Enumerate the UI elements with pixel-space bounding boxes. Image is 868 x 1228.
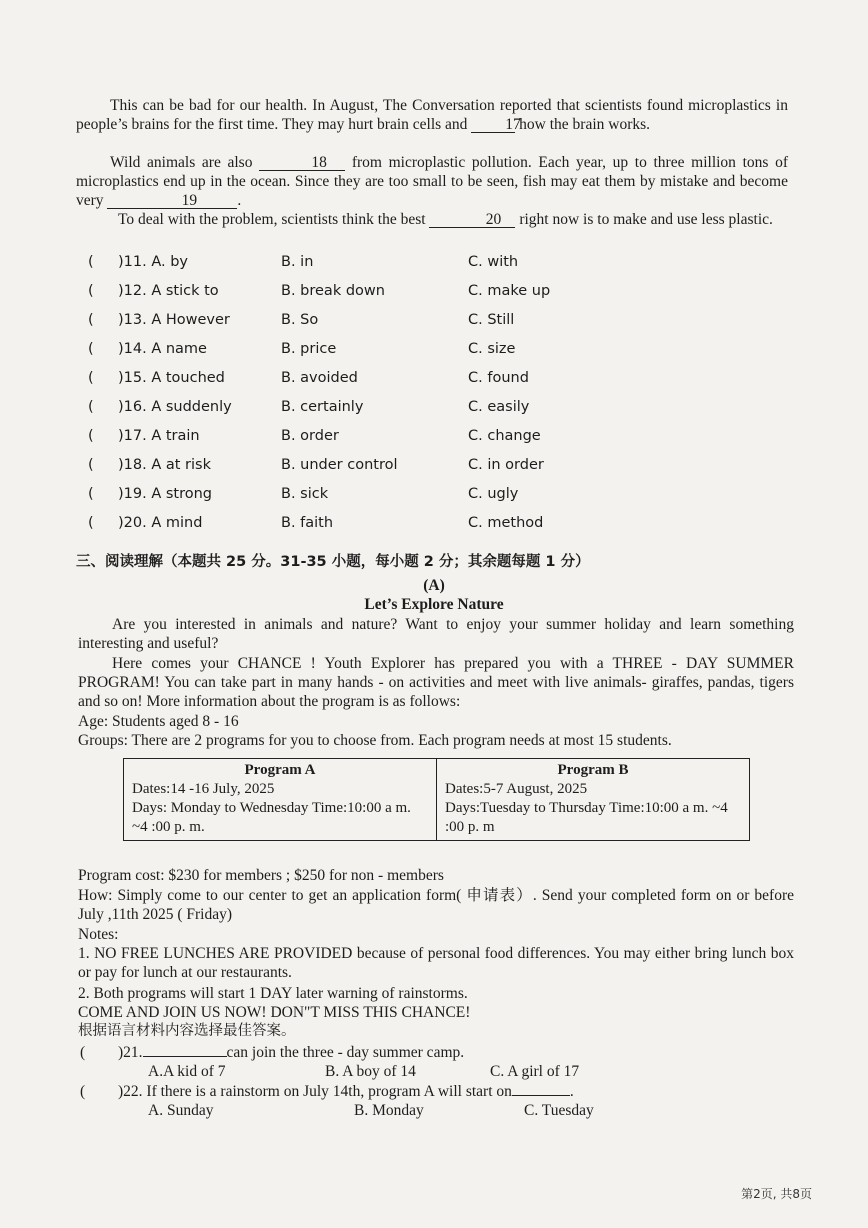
q22-paren[interactable]: ( [80,1083,86,1100]
option-c: C. ugly [468,486,519,502]
option-a: )20. A mind [118,515,203,531]
blank-18: 18 [259,155,345,171]
blank-17: 17 [471,117,515,133]
q21-text: can join the three - day summer camp. [226,1044,465,1061]
cloze-text: how the brain works. [519,116,651,133]
answer-paren[interactable]: ( [88,283,94,299]
option-c: C. change [468,428,541,444]
option-c: C. make up [468,283,551,299]
option-b: B. under control [281,457,398,473]
section-heading: 三、阅读理解（本题共 25 分。31-35 小题，每小题 2 分；其余题每题 1 分） [76,554,590,570]
cloze-paragraph-1 [76,96,788,134]
program-a-title: Program A [244,762,316,778]
q22-text: )22. If there is a rainstorm on July 14th, program A will start on [118,1083,512,1100]
page-footer: 第2页, 共8页 [741,1187,812,1201]
q21-blank[interactable] [143,1056,227,1057]
cloze-text: This can be bad for our health. In August, The Conversation reported that scientists found microplastics in people’s brains for the first time. They may hurt brain cells and [76,97,788,133]
option-row [88,367,788,389]
option-c: C. size [468,341,516,357]
option-row [88,338,788,360]
note-1: 1. NO FREE LUNCHES ARE PROVIDED because of personal food differences. You may either bring lunch box or pay for lunch at our restaurants. [78,945,794,981]
option-b: B. So [281,312,319,328]
cost-line: Program cost: $230 for members ; $250 for non - members [78,867,444,884]
program-a-cell [124,759,437,841]
q21-option-b: B. A boy of 14 [325,1063,416,1080]
q22-period: . [569,1083,574,1100]
program-table [123,758,750,841]
option-a: )13. A However [118,312,230,328]
option-c: C. found [468,370,529,386]
option-row [88,454,788,476]
q21-number: )21. [118,1044,143,1061]
option-a: )15. A touched [118,370,225,386]
option-b: B. order [281,428,339,444]
cloze-paragraph-3 [76,210,788,229]
program-a-dates: Dates:14 -16 July, 2025 [132,781,275,797]
answer-paren[interactable]: ( [88,515,94,531]
program-b-cell [437,759,750,841]
option-b: B. in [281,254,314,270]
option-a: )17. A train [118,428,200,444]
q21-paren[interactable]: ( [80,1044,86,1061]
q22-stem [118,1082,574,1101]
q21-option-c: C. A girl of 17 [490,1063,580,1080]
option-b: B. avoided [281,370,358,386]
q22-blank[interactable] [512,1095,570,1096]
option-b: B. sick [281,486,329,502]
groups-line: Groups: There are 2 programs for you to choose from. Each program needs at most 15 students. [78,732,672,749]
program-b-title: Program B [557,762,629,778]
q21-stem [118,1043,464,1062]
cloze-paragraph-2 [76,153,788,210]
q22-option-a: A. Sunday [148,1102,214,1119]
answer-paren[interactable]: ( [88,341,94,357]
answer-paren[interactable]: ( [88,399,94,415]
cloze-text: Wild animals are also [110,154,253,171]
answer-paren[interactable]: ( [88,428,94,444]
option-c: C. easily [468,399,530,415]
option-row [88,425,788,447]
note-2: 2. Both programs will start 1 DAY later warning of rainstorms. [78,985,468,1002]
blank-19: 19 [107,193,237,209]
blank-20: 20 [429,212,515,228]
q22-option-b: B. Monday [354,1102,424,1119]
cloze-text: To deal with the problem, scientists think the best [118,211,426,228]
option-row [88,309,788,331]
option-c: C. in order [468,457,544,473]
option-b: B. faith [281,515,334,531]
answer-paren[interactable]: ( [88,370,94,386]
q21-option-a: A.A kid of 7 [148,1063,226,1080]
cloze-text: . [237,192,242,209]
program-a-days: Days: Monday to Wednesday Time:10:00 a m. ~4 :00 p. m. [132,800,411,835]
option-row [88,280,788,302]
program-b-days: Days:Tuesday to Thursday Time:10:00 a m. ~4 :00 p. m [445,800,728,835]
option-a: )18. A at risk [118,457,211,473]
option-c: C. Still [468,312,515,328]
option-row [88,483,788,505]
part-label: (A) [423,577,445,594]
option-b: B. price [281,341,337,357]
option-c: C. with [468,254,519,270]
instruction-line: 根据语言材料内容选择最佳答案。 [78,1023,296,1039]
option-a: )16. A suddenly [118,399,232,415]
notes-label: Notes: [78,926,119,943]
option-a: )19. A strong [118,486,213,502]
option-a: )14. A name [118,341,207,357]
reading-paragraph-2: Here comes your CHANCE ! Youth Explorer has prepared you with a THREE - DAY SUMMER PROGRAM! You can take part in many hands - on activities and meet with live animals- giraffes, pandas, tigers and so on! More information about the program is as follows: [78,655,794,710]
how-paragraph: How: Simply come to our center to get an application form( 申请表）. Send your completed form on or before July ,11th 2025 ( Friday) [78,887,794,923]
answer-paren[interactable]: ( [88,254,94,270]
passage-title: Let’s Explore Nature [364,596,504,613]
option-row [88,396,788,418]
option-c: C. method [468,515,544,531]
answer-paren[interactable]: ( [88,312,94,328]
answer-paren[interactable]: ( [88,457,94,473]
cloze-text: from microplastic pollution. Each year, up to three million tons of microplastics end up in the ocean. Since they are too small to be seen, fish may eat them by mistake and become very [76,154,789,209]
option-a: )11. A. by [118,254,188,270]
age-line: Age: Students aged 8 - 16 [78,713,239,730]
option-row [88,251,788,273]
answer-paren[interactable]: ( [88,486,94,502]
reading-paragraph-1: Are you interested in animals and nature? Want to enjoy your summer holiday and learn something interesting and useful? [78,616,794,652]
q22-option-c: C. Tuesday [524,1102,594,1119]
program-b-dates: Dates:5-7 August, 2025 [445,781,588,797]
option-b: B. certainly [281,399,364,415]
call-to-action: COME AND JOIN US NOW! DON"T MISS THIS CHANCE! [78,1004,471,1021]
option-b: B. break down [281,283,385,299]
option-a: )12. A stick to [118,283,219,299]
option-row [88,512,788,534]
cloze-text: right now is to make and use less plastic. [519,211,773,228]
